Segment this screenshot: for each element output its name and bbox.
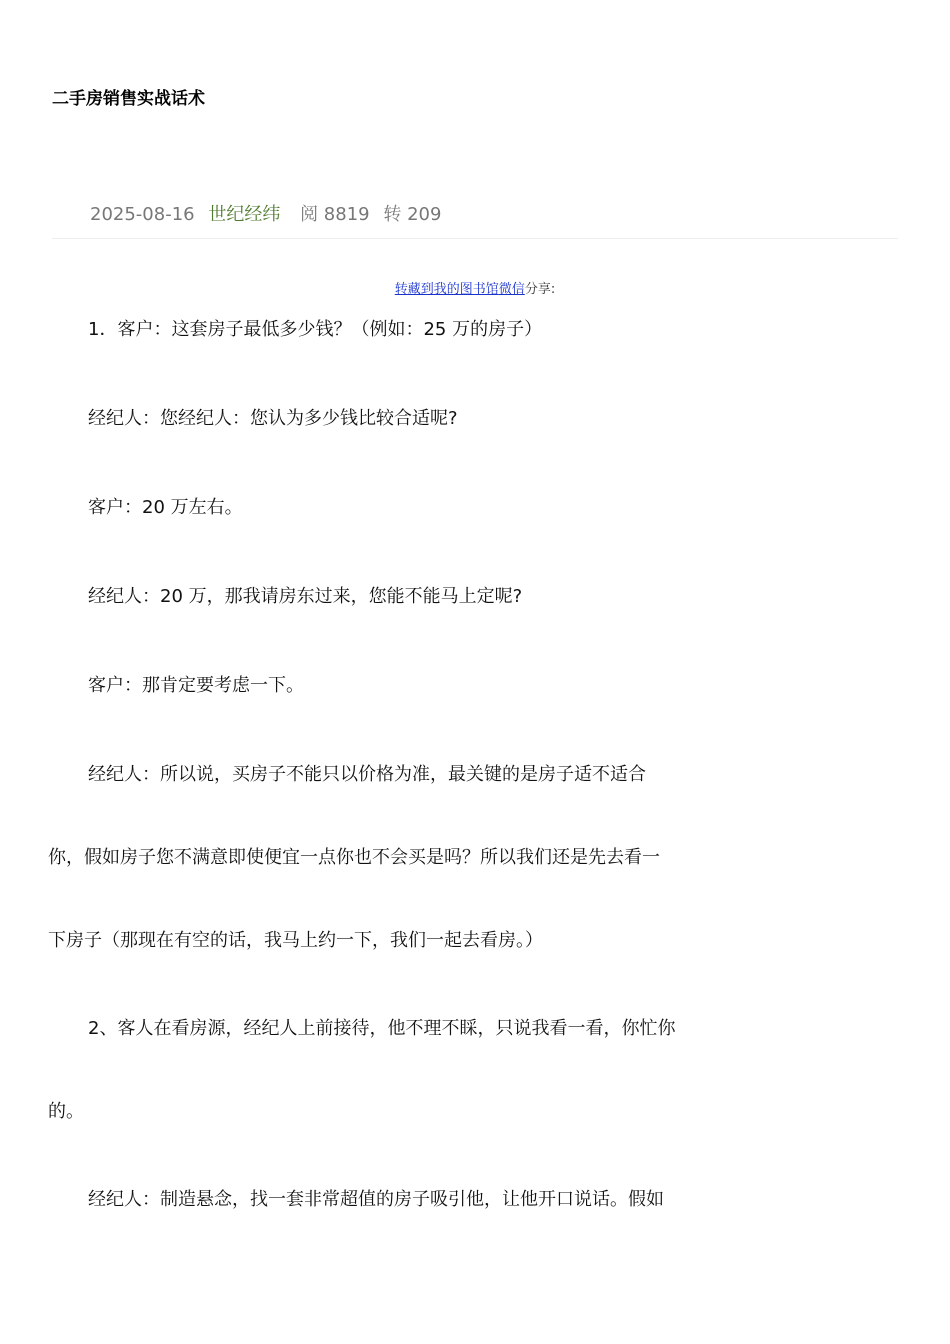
article-title: 二手房销售实战话术	[52, 89, 205, 109]
read-count: 阅 8819	[300, 204, 370, 225]
body-paragraph: 2、客人在看房源，经纪人上前接待，他不理不睬，只说我看一看，你忙你	[88, 1018, 676, 1039]
body-paragraph: 经纪人：所以说，买房子不能只以价格为准，最关键的是房子适不适合	[88, 764, 646, 785]
share-label: 分享:	[524, 282, 556, 297]
article-meta	[90, 200, 449, 226]
body-paragraph: 下房子（那现在有空的话，我马上约一下，我们一起去看房。）	[48, 930, 543, 951]
body-paragraph: 经纪人：制造悬念，找一套非常超值的房子吸引他，让他开口说话。假如	[88, 1189, 664, 1210]
author-link[interactable]: 世纪经纬	[208, 204, 281, 225]
save-to-library-link[interactable]: 转藏到我的图书馆	[394, 282, 499, 297]
publish-date: 2025-08-16	[90, 204, 195, 225]
body-paragraph: 1．客户：这套房子最低多少钱？（例如：25 万的房子）	[88, 319, 543, 340]
wechat-share-link[interactable]: 微信	[498, 282, 525, 297]
body-paragraph: 经纪人：20 万，那我请房东过来，您能不能马上定呢?	[88, 586, 523, 607]
repost-count: 转 209	[383, 204, 442, 225]
body-paragraph: 客户：20 万左右。	[88, 497, 243, 518]
body-paragraph: 客户：那肯定要考虑一下。	[88, 675, 304, 696]
body-paragraph: 经纪人：您经纪人：您认为多少钱比较合适呢?	[88, 408, 458, 429]
share-bar	[0, 278, 950, 297]
body-paragraph: 的。	[48, 1101, 84, 1122]
body-paragraph: 你，假如房子您不满意即使便宜一点你也不会买是吗？所以我们还是先去看一	[48, 847, 660, 868]
meta-divider	[52, 238, 898, 239]
